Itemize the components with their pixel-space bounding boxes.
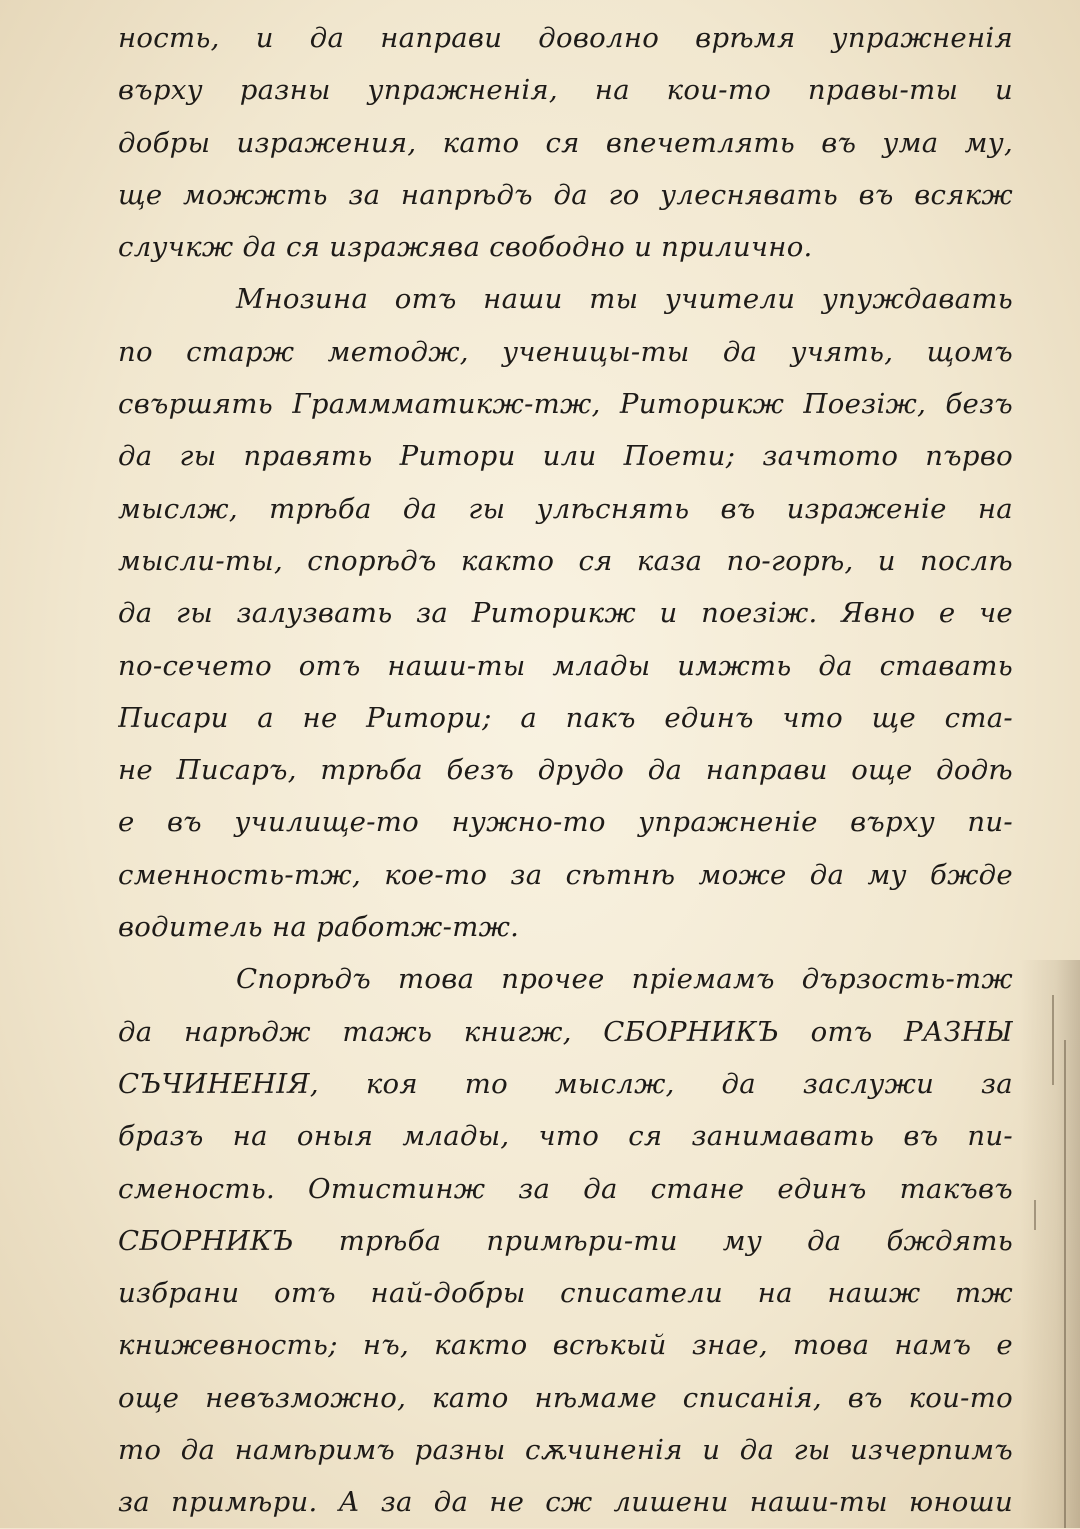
text-line: да гы правять Ритори или Поети; зачтото първо [118,440,1013,473]
text-line: не Писаръ, трѣба безъ друдо да направи още додѣ [118,754,1013,787]
paragraph [118,12,1013,273]
text-line: върху разны упражненія, на кои-то правы-ты и [118,74,1013,107]
text-line: Мнозина отъ наши ты учители упуждавать [236,283,1013,316]
text-line: сменность-тж, кое-то за сѣтнѣ може да му бжде [118,858,1013,891]
text-line: книжевность; нъ, както всѣкый знае, това намъ е [118,1329,1013,1362]
paragraph [118,953,1013,1528]
text-line: СЪЧИНЕНІЯ, коя то мыслж, да заслужи за [118,1067,1013,1100]
text-line: по-сечето отъ наши-ты млады имжть да ставать [118,649,1013,682]
page-edge-line [1052,995,1054,1085]
text-line: да нарѣдж тажь книгж, СБОРНИКЪ отъ РАЗНЫ [118,1015,1013,1048]
text-line: добры изражения, като ся впечетлять въ ума му, [118,126,1013,159]
text-line: ще можжть за напрѣдъ да го улеснявать въ всякж [118,178,1013,211]
page-text [118,12,1013,1529]
page-edge-line [1064,1040,1066,1528]
text-line: мыслж, трѣба да гы улѣснять въ израженіе на [118,492,1013,525]
text-line: по старж методж, ученицы-ты да учять, щомъ [118,335,1013,368]
text-line: ность, и да направи доволно врѣмя упражненія [118,22,1013,54]
text-line: избрани отъ най-добры списатели на нашж тж [118,1277,1013,1310]
page-edge-shadow [1020,960,1080,1528]
text-line: свършять Граммматикж-тж, Риторикж Поезіж, безъ [118,388,1013,421]
text-line: Спорѣдъ това прочее пріемамъ дързость-тж [236,963,1013,996]
text-line: то да намѣримъ разны сѫчиненія и да гы изчерпимъ [118,1434,1013,1467]
text-line: мысли-ты, спорѣдъ както ся каза по-горѣ, и послѣ [118,544,1013,577]
text-line: е въ училище-то нужно-то упражненіе върху пи- [118,806,1013,839]
text-line: сменость. Отистинж за да стане единъ такъвъ [118,1172,1013,1205]
text-line: бразъ на оныя млады, что ся занимавать въ пи- [118,1120,1013,1153]
text-line: още невъзможно, като нѣмаме списанія, въ кои-то [118,1381,1013,1414]
paragraph [118,273,1013,953]
text-line: Писари а не Ритори; а пакъ единъ что ще ста- [118,701,1013,734]
text-line: водитель на работж-тж. [118,911,520,944]
text-line: за примѣри. А за да не сж лишени наши-ты юноши [118,1486,1013,1519]
text-line: случкж да ся изражява свободно и прилично. [118,231,813,264]
page-edge-line [1034,1200,1036,1230]
text-line: да гы залузвать за Риторикж и поезіж. Явно е че [118,597,1013,630]
text-line: СБОРНИКЪ трѣба примѣри-ти му да бждять [118,1224,1013,1257]
